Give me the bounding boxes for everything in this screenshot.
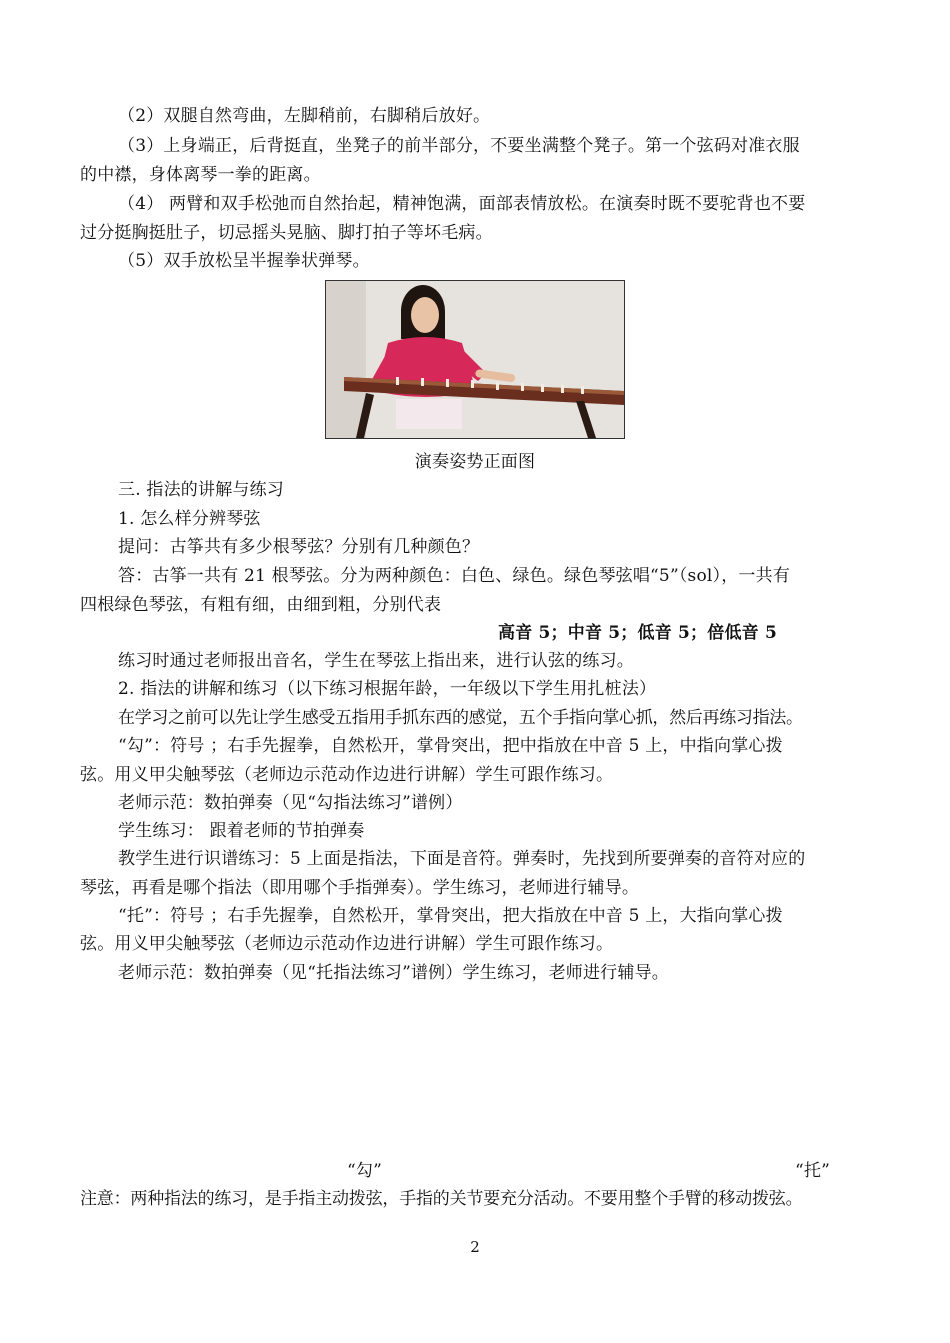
teach-reading-text-cont: 琴弦，再看是哪个指法（即用哪个手指弹奏）。学生练习，老师进行辅导。 xyxy=(80,878,640,898)
gou-description: “勾”：符号 ；右手先握拳，自然松开，掌骨突出，把中指放在中音 5 上，中指向掌心拨 xyxy=(118,736,783,756)
photo-illustration xyxy=(326,281,624,438)
gou-description-cont: 弦。用义甲尖触琴弦（老师边示范动作边进行讲解）学生可跟作练习。 xyxy=(80,765,614,785)
practice-text: 练习时通过老师报出音名，学生在琴弦上指出来，进行认弦的练习。 xyxy=(118,651,634,671)
teach-reading-text: 教学生进行识谱练习：5 上面是指法，下面是音符。弹奏时，先找到所要弹奏的音符对应的 xyxy=(118,849,806,869)
subheading-fingering: 2. 指法的讲解和练习（以下练习根据年龄，一年级以下学生用扎桩法） xyxy=(118,679,657,699)
page-number: 2 xyxy=(470,1238,480,1256)
answer-text-cont: 四根绿色琴弦，有粗有细，由细到粗，分别代表 xyxy=(80,595,442,615)
paragraph-legs: （2）双腿自然弯曲，左脚稍前，右脚稍后放好。 xyxy=(118,106,491,126)
tuo-description: “托”：符号 ；右手先握拳，自然松开，掌骨突出，把大指放在中音 5 上，大指向掌心拨 xyxy=(118,906,783,926)
intro-text: 在学习之前可以先让学生感受五指用手抓东西的感觉，五个手指向掌心抓，然后再练习指法。 xyxy=(118,708,803,728)
section-heading: 三. 指法的讲解与练习 xyxy=(118,480,285,500)
score-label-gou: “勾” xyxy=(347,1161,382,1181)
student-practice: 学生练习： 跟着老师的节拍弹奏 xyxy=(118,821,365,841)
paragraph-arms: （4） 两臂和双手松弛而自然抬起，精神饱满，面部表情放松。在演奏时既不要驼背也不要 xyxy=(118,194,806,214)
question-text: 提问：古筝共有多少根琴弦？分别有几种颜色？ xyxy=(118,537,480,557)
paragraph-upper-body: （3）上身端正，后背挺直，坐凳子的前半部分，不要坐满整个凳子。第一个弦码对准衣服 xyxy=(118,136,800,156)
paragraph-hands: （5）双手放松呈半握拳状弹琴。 xyxy=(118,251,370,271)
note-names: 高音 5；中音 5；低音 5；倍低音 5 xyxy=(498,623,777,643)
subheading-identify-strings: 1. 怎么样分辨琴弦 xyxy=(118,509,261,529)
attention-note: 注意：两种指法的练习，是手指主动拨弦，手指的关节要充分活动。不要用整个手臂的移动拨弦。 xyxy=(80,1189,803,1209)
paragraph-arms-cont: 过分挺胸挺肚子，切忌摇头晃脑、脚打拍子等坏毛病。 xyxy=(80,223,493,243)
teacher-demo-tuo: 老师示范：数拍弹奏（见“托指法练习”谱例）学生练习，老师进行辅导。 xyxy=(118,963,669,983)
score-label-tuo: “托” xyxy=(795,1161,830,1181)
teacher-demo-gou: 老师示范：数拍弹奏（见“勾指法练习”谱例） xyxy=(118,793,463,813)
guzheng-posture-photo xyxy=(325,280,625,439)
answer-text: 答：古筝一共有 21 根琴弦。分为两种颜色：白色、绿色。绿色琴弦唱“5”（sol），一共有 xyxy=(118,566,791,586)
figure-caption: 演奏姿势正面图 xyxy=(414,452,536,472)
tuo-description-cont: 弦。用义甲尖触琴弦（老师边示范动作边进行讲解）学生可跟作练习。 xyxy=(80,934,614,954)
paragraph-upper-body-cont: 的中襟，身体离琴一拳的距离。 xyxy=(80,165,321,185)
